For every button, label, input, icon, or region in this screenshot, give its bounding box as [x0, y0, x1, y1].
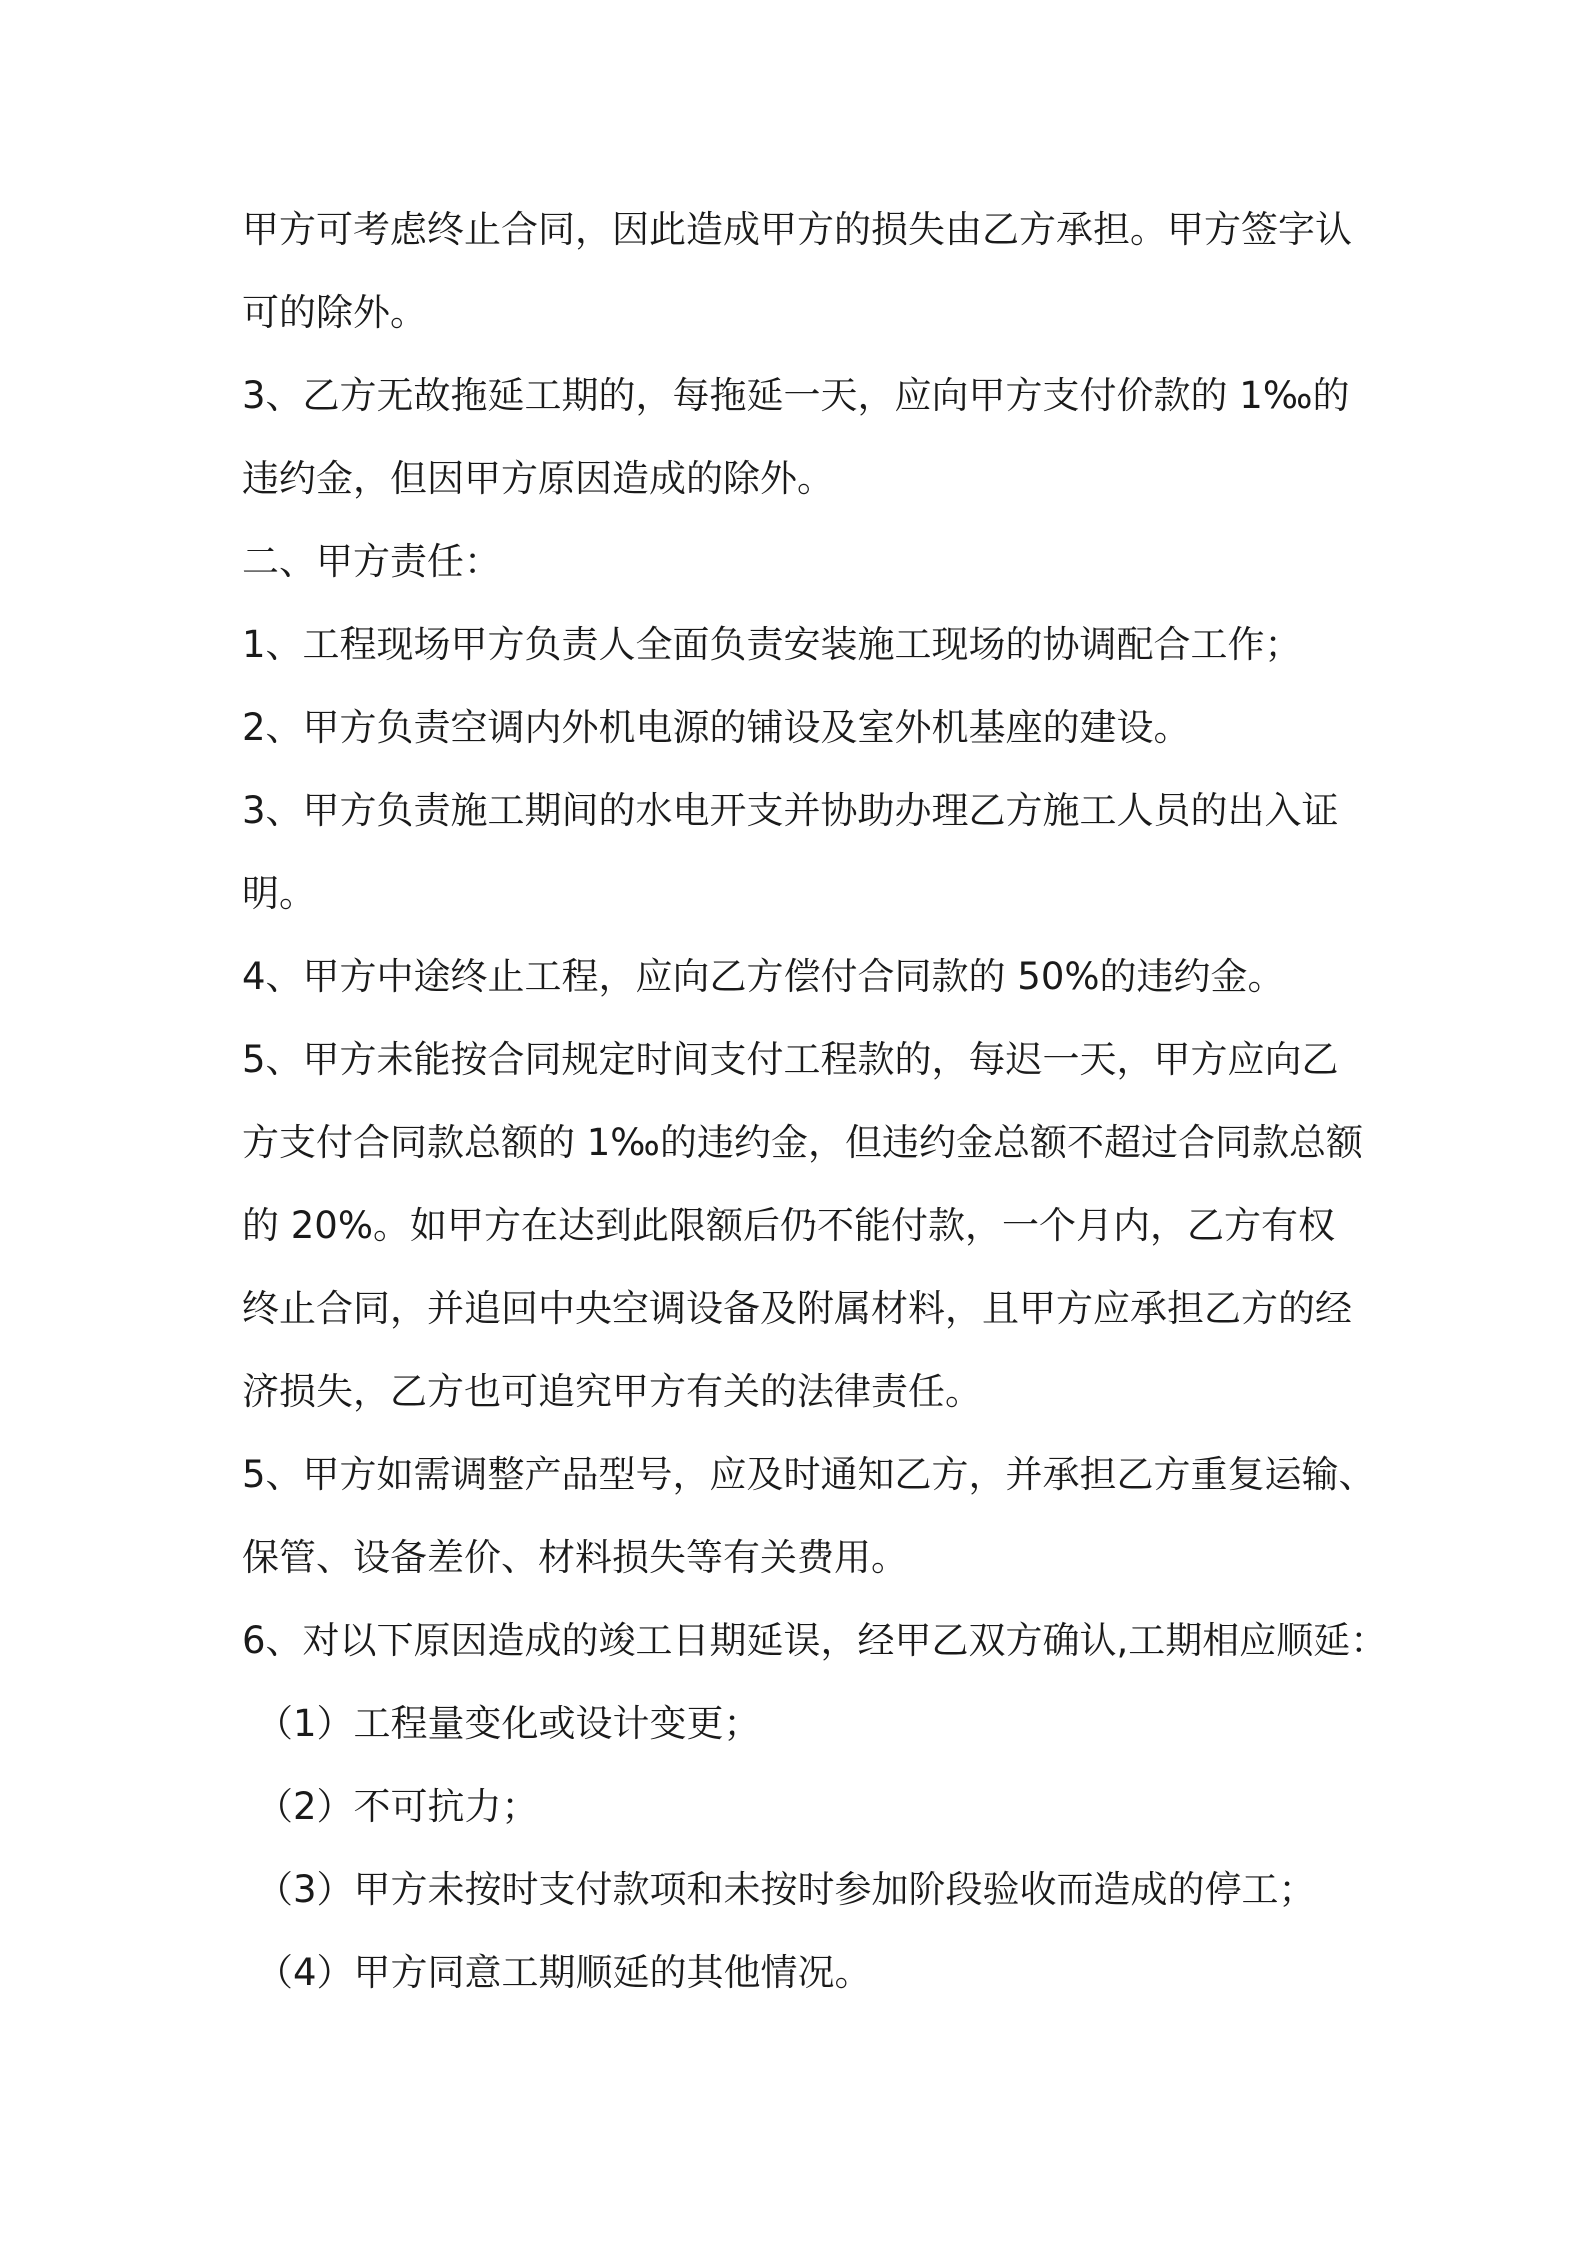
- list-item: （2）不可抗力；: [256, 1785, 539, 1828]
- text-line: 的 20%。如甲方在达到此限额后仍不能付款，一个月内，乙方有权: [242, 1204, 1335, 1247]
- text-line: 明。: [242, 872, 316, 915]
- text-line: 方支付合同款总额的 1‰的违约金，但违约金总额不超过合同款总额: [242, 1121, 1363, 1164]
- text-line: 4、甲方中途终止工程，应向乙方偿付合同款的 50%的违约金。: [242, 955, 1285, 998]
- text-line: 济损失，乙方也可追究甲方有关的法律责任。: [242, 1370, 982, 1413]
- text-line: 甲方可考虑终止合同，因此造成甲方的损失由乙方承担。甲方签字认: [242, 208, 1352, 251]
- text-line: 保管、设备差价、材料损失等有关费用。: [242, 1536, 908, 1579]
- section-heading: 二、甲方责任：: [242, 540, 501, 583]
- text-line: 5、甲方未能按合同规定时间支付工程款的，每迟一天，甲方应向乙: [242, 1038, 1339, 1081]
- text-line: 6、对以下原因造成的竣工日期延误，经甲乙双方确认,工期相应顺延：: [242, 1619, 1388, 1662]
- text-line: 终止合同，并追回中央空调设备及附属材料，且甲方应承担乙方的经: [242, 1287, 1352, 1330]
- text-line: 5、甲方如需调整产品型号，应及时通知乙方，并承担乙方重复运输、: [242, 1453, 1376, 1496]
- text-line: 1、工程现场甲方负责人全面负责安装施工现场的协调配合工作；: [242, 623, 1302, 666]
- text-line: 3、甲方负责施工期间的水电开支并协助办理乙方施工人员的出入证: [242, 789, 1339, 832]
- list-item: （3）甲方未按时支付款项和未按时参加阶段验收而造成的停工；: [256, 1868, 1316, 1911]
- text-line: 3、乙方无故拖延工期的，每拖延一天，应向甲方支付价款的 1‰的: [242, 374, 1350, 417]
- list-item: （4）甲方同意工期顺延的其他情况。: [256, 1951, 872, 1994]
- text-line: 违约金，但因甲方原因造成的除外。: [242, 457, 834, 500]
- list-item: （1）工程量变化或设计变更；: [256, 1702, 761, 1745]
- text-line: 可的除外。: [242, 291, 427, 334]
- text-line: 2、甲方负责空调内外机电源的铺设及室外机基座的建设。: [242, 706, 1191, 749]
